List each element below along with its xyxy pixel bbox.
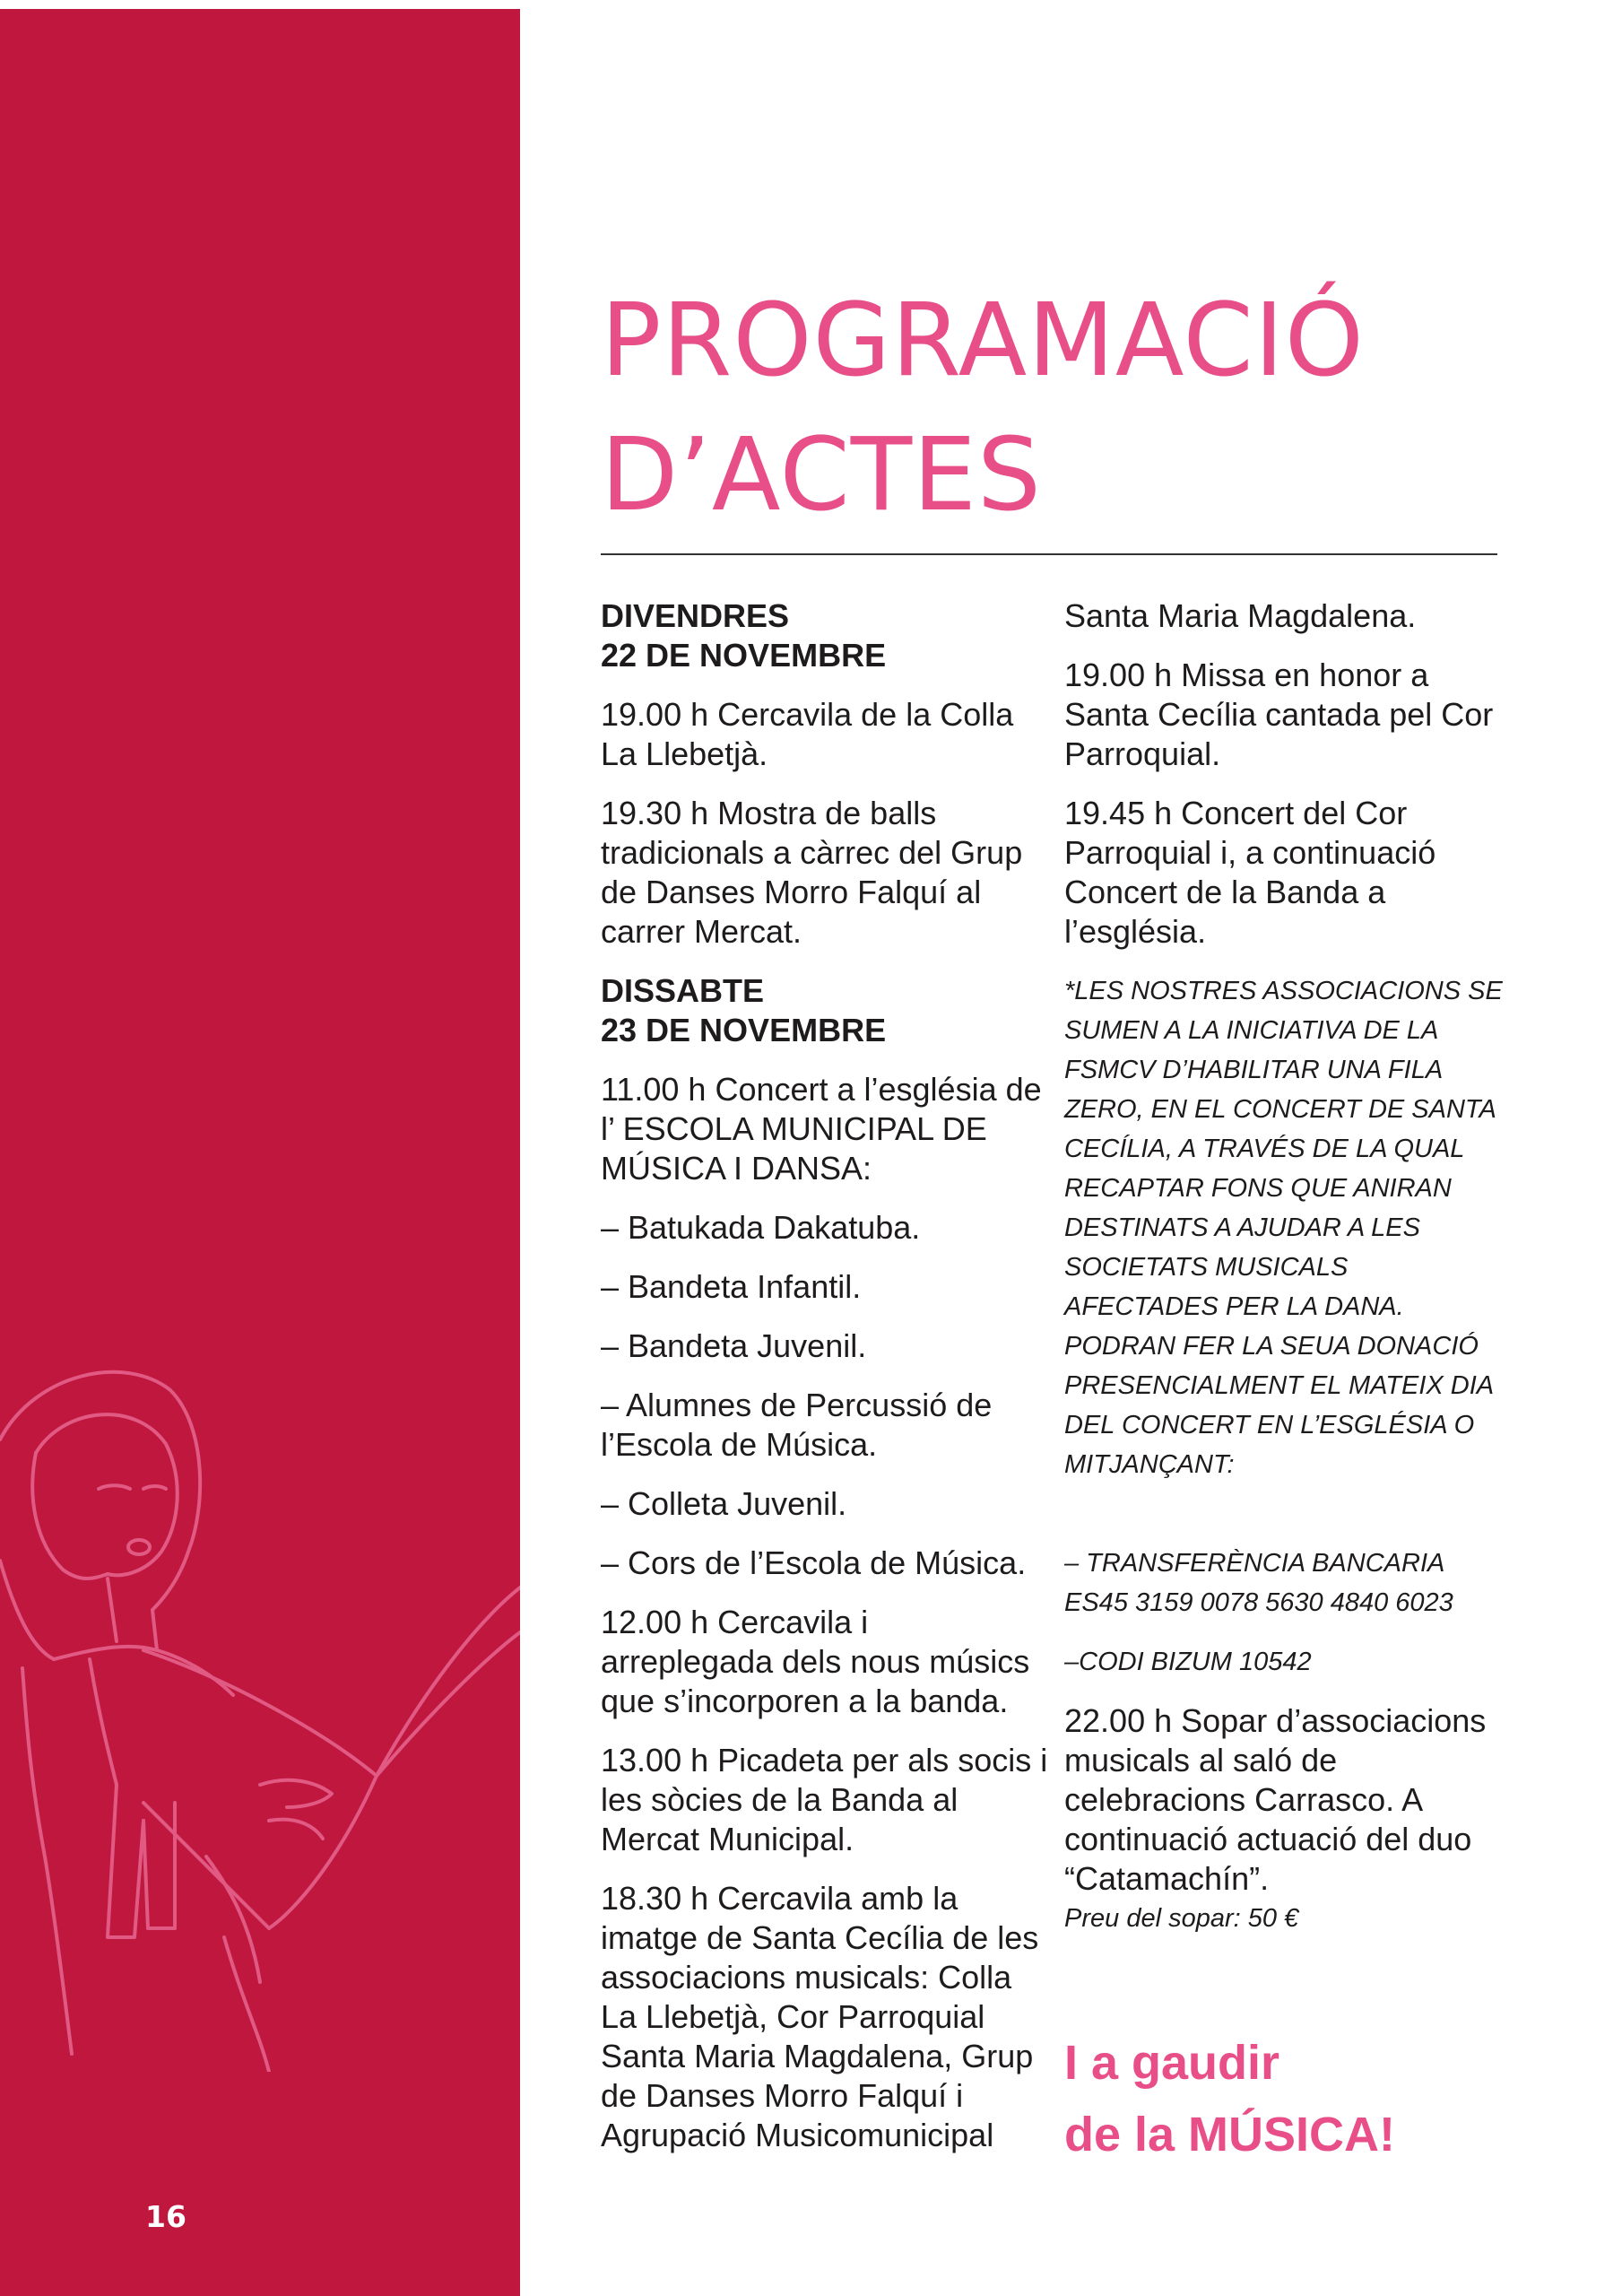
page-title-line-2: D’ACTES (601, 417, 1042, 534)
event-subitem: – Cors de l’Escola de Música. (601, 1544, 1027, 1581)
left-column (601, 596, 1049, 2175)
day-weekday: DISSABTE (601, 972, 765, 1009)
title-divider (601, 553, 1497, 555)
event-subitem: – Alumnes de Percussió de l’Escola de Música. (601, 1387, 993, 1463)
event-item: 19.00 h Missa en honor a Santa Cecília cantada pel Cor Parroquial. (1064, 657, 1494, 772)
day-date: 22 DE NOVEMBRE (601, 637, 887, 674)
event-item: 13.00 h Picadeta per als socis i les sòcies de la Banda al Mercat Municipal. (601, 1742, 1048, 1857)
closing-line-2: de la MÚSICA! (1064, 2108, 1396, 2161)
event-item: 11.00 h Concert a l’església de l’ ESCOLA MUNICIPAL DE MÚSICA I DANSA: (601, 1071, 1042, 1187)
right-column (1064, 596, 1504, 1936)
event-item: 12.00 h Cercavila i arreplegada dels nous músics que s’incorporen a la banda. (601, 1604, 1030, 1719)
event-item: 19.30 h Mostra de balls tradicionals a càrrec del Grup de Danses Morro Falquí al carrer Mercat. (601, 795, 1023, 950)
event-item: 18.30 h Cercavila amb la imatge de Santa Cecília de les associacions musicals: Colla La Llebetjà, Cor Parroquial Santa Maria Magdalena, Grup de Danses Morro Falquí i Agrupació Musicomunicipal (601, 1880, 1039, 2153)
event-item: 22.00 h Sopar d’associacions musicals al saló de celebracions Carrasco. A continuació actuació del duo “Catamachín”. (1064, 1702, 1487, 1897)
event-subitem: – Colleta Juvenil. (601, 1485, 847, 1522)
bank-transfer-info: – TRANSFERÈNCIA BANCARIA ES45 3159 0078 5630 4840 6023 (1064, 1549, 1453, 1617)
donation-note: *LES NOSTRES ASSOCIACIONS SE SUMEN A LA INICIATIVA DE LA FSMCV D’HABILITAR UNA FILA ZERO, EN EL CONCERT DE SANTA CECÍLIA, A TRAVÉS DE LA QUAL RECAPTAR FONS QUE ANIRAN DESTINATS A AJUDAR A LES SOCIETATS MUSICALS AFECTADES PER LA DANA. PODRAN FER LA SEUA DONACIÓ PRESENCIALMENT EL MATEIX DIA DEL CONCERT EN L’ESGLÉSIA O MITJANÇANT: (1064, 977, 1503, 1479)
event-subitem: – Batukada Dakatuba. (601, 1209, 921, 1246)
day-weekday: DIVENDRES (601, 597, 790, 634)
page-title (601, 274, 1365, 543)
bizum-code: –CODI BIZUM 10542 (1064, 1648, 1312, 1676)
closing-line-1: I a gaudir (1064, 2036, 1280, 2090)
page-number: 16 (145, 2199, 186, 2234)
event-subitem: – Bandeta Juvenil. (601, 1327, 867, 1364)
event-item: 19.00 h Cercavila de la Colla La Llebetjà. (601, 696, 1014, 772)
event-item: 19.45 h Concert del Cor Parroquial i, a continuació Concert de la Banda a l’església. (1064, 795, 1436, 950)
day-heading-friday (601, 596, 1049, 675)
event-subitem: – Bandeta Infantil. (601, 1268, 862, 1305)
day-heading-saturday (601, 971, 1049, 1050)
dinner-price: Preu del sopar: 50 € (1064, 1904, 1299, 1933)
singer-illustration (0, 1354, 520, 2072)
page-title-line-1: PROGRAMACIÓ (601, 283, 1365, 399)
spacer (1064, 1504, 1504, 1544)
closing-slogan (1064, 2027, 1395, 2170)
sidebar-panel (0, 9, 520, 2296)
event-item: Santa Maria Magdalena. (1064, 597, 1417, 634)
day-date: 23 DE NOVEMBRE (601, 1012, 887, 1048)
